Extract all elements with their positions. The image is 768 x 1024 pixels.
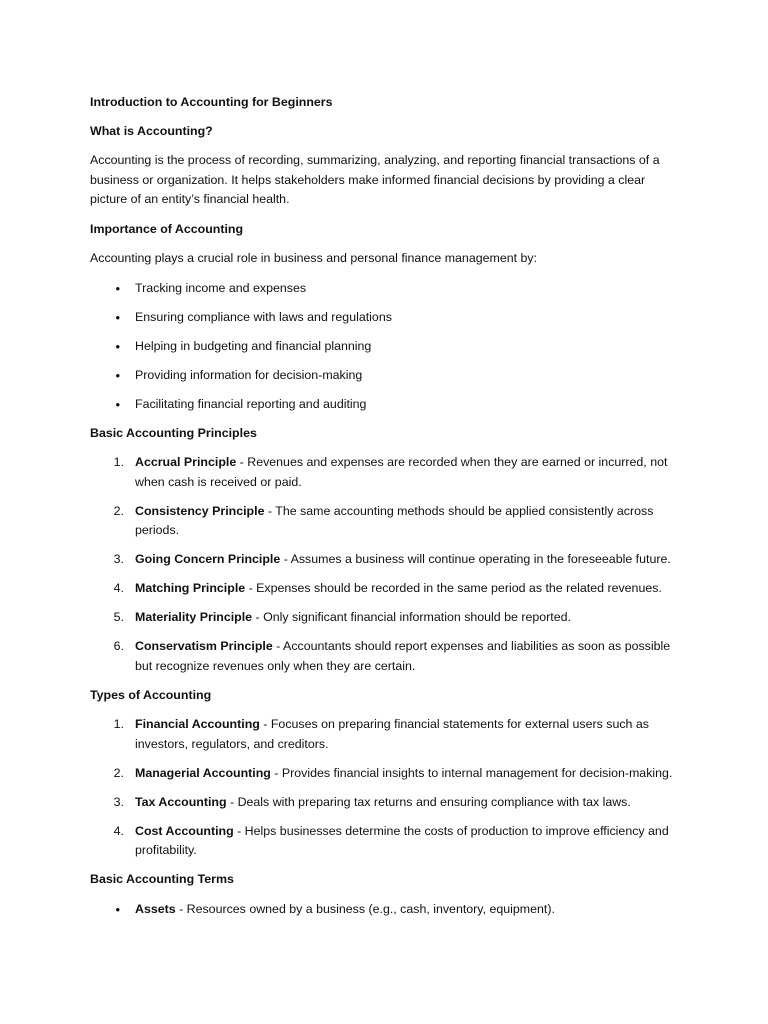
type-description: - Deals with preparing tax returns and ensuring compliance with tax laws. bbox=[226, 794, 631, 809]
principles-list bbox=[90, 453, 680, 676]
list-number: 6. bbox=[113, 639, 124, 653]
list-number: 1. bbox=[113, 455, 124, 469]
bullet-marker: • bbox=[115, 309, 120, 325]
principle-description: - Only significant financial information should be reported. bbox=[252, 610, 571, 624]
types-heading: Types of Accounting bbox=[90, 687, 212, 702]
list-number: 2. bbox=[113, 503, 124, 518]
list-item bbox=[90, 764, 680, 784]
list-item-text: Facilitating financial reporting and auditing bbox=[135, 396, 367, 411]
document-page bbox=[90, 93, 680, 929]
importance-heading: Importance of Accounting bbox=[90, 221, 244, 236]
list-number: 1. bbox=[113, 717, 124, 731]
list-number: 4. bbox=[113, 823, 124, 838]
type-description: - Helps businesses determine the costs of production to improve efficiency and profitability. bbox=[135, 823, 669, 857]
list-item-text: Helping in budgeting and financial planning bbox=[135, 338, 372, 353]
principle-term: Matching Principle bbox=[135, 581, 246, 595]
document-title: Introduction to Accounting for Beginners bbox=[90, 95, 333, 109]
term-description: - Resources owned by a business (e.g., cash, inventory, equipment). bbox=[175, 901, 555, 916]
bullet-marker: • bbox=[115, 901, 120, 917]
list-item bbox=[90, 279, 680, 299]
list-item bbox=[90, 637, 680, 676]
list-number: 3. bbox=[113, 794, 124, 809]
bullet-marker: • bbox=[115, 338, 120, 354]
list-number: 2. bbox=[113, 765, 124, 780]
list-item bbox=[90, 308, 680, 328]
list-item bbox=[90, 608, 680, 628]
terms-heading: Basic Accounting Terms bbox=[90, 872, 234, 886]
list-item bbox=[90, 337, 680, 357]
type-term: Cost Accounting bbox=[135, 823, 234, 838]
type-description: - Provides financial insights to internal management for decision-making. bbox=[270, 765, 673, 780]
list-item bbox=[90, 395, 680, 415]
list-item-text: Ensuring compliance with laws and regulations bbox=[135, 309, 392, 324]
list-item bbox=[90, 715, 680, 754]
principle-term: Consistency Principle bbox=[135, 503, 265, 518]
bullet-marker: • bbox=[115, 280, 120, 296]
type-term: Managerial Accounting bbox=[135, 765, 271, 780]
list-number: 3. bbox=[113, 552, 124, 566]
list-number: 4. bbox=[113, 581, 124, 595]
list-item bbox=[90, 502, 680, 541]
importance-list bbox=[90, 279, 680, 415]
bullet-marker: • bbox=[115, 367, 120, 383]
terms-list bbox=[90, 900, 680, 920]
list-item-text: Tracking income and expenses bbox=[135, 280, 307, 295]
type-term: Tax Accounting bbox=[135, 794, 227, 809]
principle-term: Accrual Principle bbox=[135, 455, 237, 469]
list-item bbox=[90, 793, 680, 813]
principle-description: - Expenses should be recorded in the same period as the related revenues. bbox=[245, 581, 662, 595]
list-number: 5. bbox=[113, 610, 124, 624]
principle-term: Conservatism Principle bbox=[135, 639, 273, 653]
type-description: - Focuses on preparing financial statements for external users such as investors, regulators, and creditors. bbox=[135, 717, 649, 751]
list-item bbox=[90, 822, 680, 861]
list-item bbox=[90, 579, 680, 599]
principles-heading: Basic Accounting Principles bbox=[90, 425, 257, 440]
term-name: Assets bbox=[135, 901, 176, 916]
principle-description: - Accountants should report expenses and liabilities as soon as possible but recognize revenues only when they are certain. bbox=[135, 639, 671, 673]
principle-term: Materiality Principle bbox=[135, 610, 253, 624]
type-term: Financial Accounting bbox=[135, 717, 260, 731]
list-item bbox=[90, 550, 680, 570]
what-is-accounting-paragraph: Accounting is the process of recording, summarizing, analyzing, and reporting financial transactions of a business or organization. It helps stakeholders make informed financial decisions by providing a clear picture of an entity’s financial health. bbox=[90, 153, 660, 206]
principle-description: - The same accounting methods should be applied consistently across periods. bbox=[135, 503, 654, 537]
principle-term: Going Concern Principle bbox=[135, 552, 281, 566]
list-item-text: Providing information for decision-making bbox=[135, 367, 363, 382]
importance-intro: Accounting plays a crucial role in business and personal finance management by: bbox=[90, 251, 538, 265]
list-item bbox=[90, 453, 680, 492]
principle-description: - Revenues and expenses are recorded when they are earned or incurred, not when cash is received or paid. bbox=[135, 455, 668, 489]
list-item bbox=[90, 900, 680, 920]
bullet-marker: • bbox=[115, 396, 120, 412]
types-list bbox=[90, 715, 680, 861]
what-is-accounting-heading: What is Accounting? bbox=[90, 123, 213, 138]
list-item bbox=[90, 366, 680, 386]
principle-description: - Assumes a business will continue operating in the foreseeable future. bbox=[280, 552, 671, 566]
